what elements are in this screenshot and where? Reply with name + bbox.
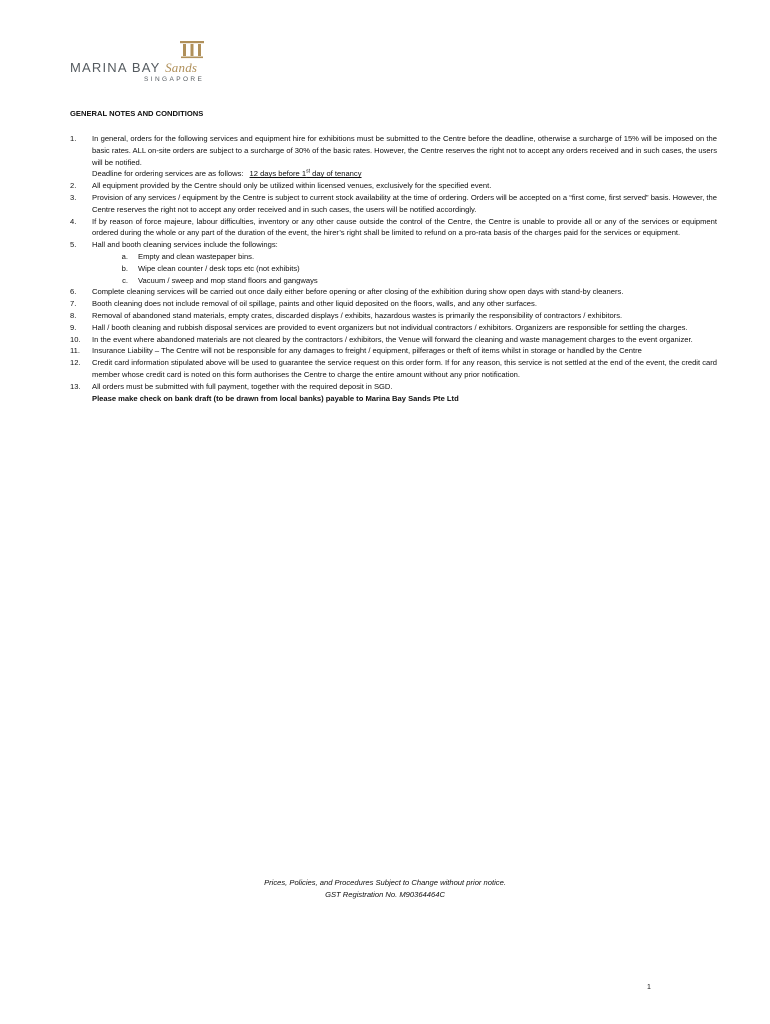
note-number: 9. <box>70 322 77 332</box>
note-item <box>70 192 717 216</box>
deadline-label: Deadline for ordering services are as follows: <box>92 169 244 179</box>
subitem-letter: c. <box>122 275 128 285</box>
footer-gst-registration: GST Registration No. M90364464C <box>325 889 445 899</box>
subitem-text: Wipe clean counter / desk tops etc (not exhibits) <box>138 263 300 273</box>
note-item <box>70 298 717 310</box>
note-text: Complete cleaning services will be carried out once daily either before opening or after closing of the exhibition during show open days with stand-by cleaners. <box>92 287 624 297</box>
notes-list <box>70 133 717 404</box>
note-item <box>70 334 717 346</box>
note-number: 11. <box>70 346 80 356</box>
note-number: 13. <box>70 381 81 391</box>
note-text: Removal of abandoned stand materials, empty crates, discarded displays / exhibits, hazardous wastes is primarily the responsibility of contractors / exhibitors. <box>92 310 623 320</box>
note-item <box>70 133 717 180</box>
note-text: In general, orders for the following services and equipment hire for exhibitions must be submitted to the Centre before the deadline, otherwise a surcharge of 15% will be imposed on the basic rates. ALL on-site orders are subject to a surcharge of 30% of the basic rates. However, the Centre reserves the right not to accept any orders received and in such cases, the users will be notified. <box>92 134 717 167</box>
sands-crest-icon <box>178 40 206 60</box>
note-text: Hall / booth cleaning and rubbish disposal services are provided to event organizers but not individual contractors / exhibitors. Organizers are responsible for settling the charges. <box>92 322 688 332</box>
note-item <box>70 310 717 322</box>
note-number: 2. <box>70 181 77 191</box>
note-number: 12. <box>70 358 81 368</box>
footer-disclaimer: Prices, Policies, and Procedures Subject to Change without prior notice. <box>264 878 506 887</box>
marina-bay-sands-logo <box>70 40 220 86</box>
note-number: 1. <box>70 134 77 143</box>
note-number: 10. <box>70 334 81 344</box>
note-number: 5. <box>70 240 77 250</box>
note-number: 8. <box>70 310 77 320</box>
note-item <box>70 357 717 381</box>
note-item <box>70 216 717 240</box>
note-number: 3. <box>70 192 77 202</box>
note-text: Provision of any services / equipment by the Centre is subject to current stock availability at the time of ordering. Orders will be accepted on a “first come, first served” basis. However, the Centre reserves the right not to accept any order received and in such cases, the users will be notified accordingly. <box>92 192 717 214</box>
subitem-letter: b. <box>121 263 128 273</box>
note-item <box>70 345 717 357</box>
logo-brand-line: MARINA BAY <box>70 60 161 75</box>
note-item <box>70 239 717 286</box>
deadline-value <box>250 169 362 178</box>
logo-brand-script: Sands <box>165 60 198 75</box>
deadline-value-sup: st <box>306 168 310 175</box>
note-item <box>70 381 717 405</box>
subitem-text: Vacuum / sweep and mop stand floors and gangways <box>138 275 318 285</box>
note-text: All orders must be submitted with full payment, together with the required deposit in SGD. <box>92 381 393 391</box>
note-number: 4. <box>70 216 77 226</box>
note-number: 6. <box>70 287 77 297</box>
note-text: Booth cleaning does not include removal of oil spillage, paints and other liquid deposited on the floors, walls, and any other surfaces. <box>92 299 537 309</box>
page-number: 1 <box>647 984 651 991</box>
payment-note: Please make check on bank draft (to be drawn from local banks) payable to Marina Bay Sands Pte Ltd <box>92 393 459 403</box>
note-item <box>70 286 717 298</box>
subitem-letter: a. <box>121 251 128 261</box>
logo-subtitle: SINGAPORE <box>144 76 205 83</box>
note-number: 7. <box>70 299 77 309</box>
cleaning-subitem <box>92 251 717 263</box>
note-text: All equipment provided by the Centre should only be utilized within licensed venues, exclusively for the specified event. <box>92 181 492 191</box>
note-text: Credit card information stipulated above will be used to guarantee the service request on this order form. If for any reason, this service is not settled at the end of the event, the credit card member whose credit card is noted on this form authorises the Centre to charge the entire amount without any prior notification. <box>92 358 717 379</box>
note-item <box>70 180 717 192</box>
section-heading: GENERAL NOTES AND CONDITIONS <box>70 109 204 118</box>
logo-wordmark <box>70 60 197 76</box>
note-text: In the event where abandoned materials are not cleared by the contractors / exhibitors, the Venue will forward the cleaning and waste management charges to the event organizer. <box>92 334 693 344</box>
footer <box>0 877 770 900</box>
note-text: Hall and booth cleaning services include the followings: <box>92 240 278 250</box>
deadline-value-post: day of tenancy <box>310 169 362 179</box>
note-text: If by reason of force majeure, labour difficulties, inventory or any other cause outside the control of the Centre, the Centre is unable to provide all or any of the services or equipment ordered during the whole or any part of the duration of the event, the hirer’s right shall be limited to refund on a pro-rata basis of the charges paid for the services or equipment. <box>92 216 717 238</box>
deadline-line <box>92 168 717 180</box>
note-item <box>70 322 717 334</box>
subitem-text: Empty and clean wastepaper bins. <box>138 251 255 261</box>
deadline-value-pre: 12 days before 1 <box>249 169 307 179</box>
cleaning-subitem <box>92 275 717 287</box>
cleaning-subitem <box>92 263 717 275</box>
note-text: Insurance Liability – The Centre will not be responsible for any damages to freight / equipment, pilferages or theft of items whilst in storage or handled by the Centre <box>92 346 642 356</box>
